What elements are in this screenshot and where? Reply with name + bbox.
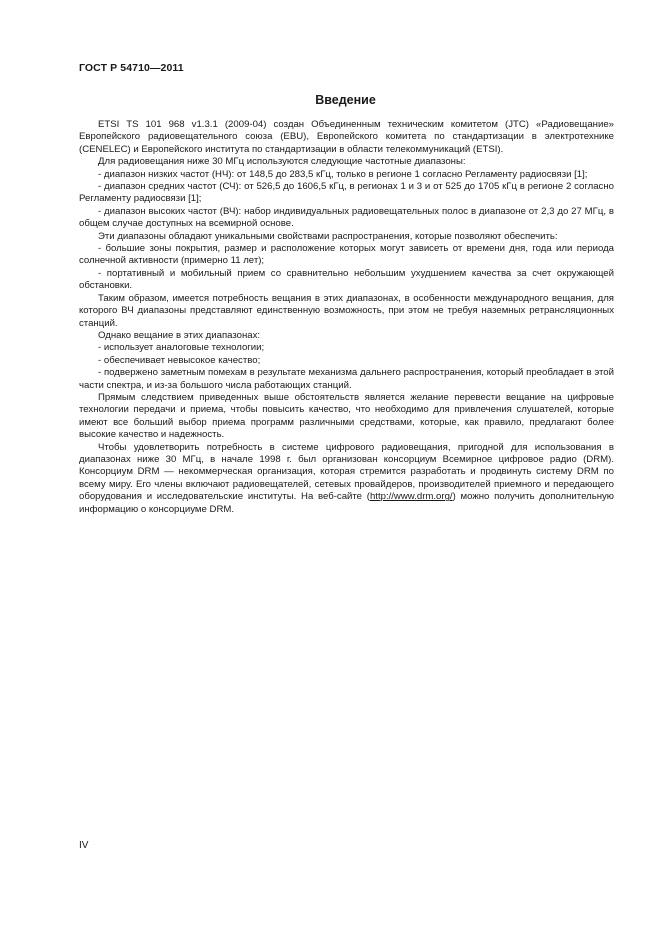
- drm-website-link[interactable]: http://www.drm.org/: [369, 491, 453, 503]
- paragraph-text: Чтобы удовлетворить потребность в системе цифрового радиовещания, пригодной для использования в диапазонах ниже 30 МГц, в начале 1998 г. был организован консорциум Всемирное цифровое радио (DRM). Консорциум DRM — некоммерческая организация, которая стремится разработать и продвинуть систему DRM по всему миру. Его члены включают радиовещателей, сетевых провайдеров, производителей приемного и передающего оборудования и исследовательские институты. На веб-сайте (: [79, 441, 614, 503]
- list-item: - обеспечивает невысокое качество;: [98, 354, 261, 366]
- list-item: - большие зоны покрытия, размер и расположение которых могут зависеть от времени дня, года или периода солнечной активности (примерно 11 лет);: [79, 243, 614, 267]
- section-title: [0, 93, 661, 107]
- paragraph: Эти диапазоны обладают уникальными свойствами распространения, которые позволяют обеспечить:: [98, 230, 558, 242]
- document-header: ГОСТ Р 54710—2011: [79, 62, 184, 74]
- paragraph-text: ) можно получить дополнительную информацию о консорциуме DRM.: [79, 491, 614, 515]
- paragraph: ETSI TS 101 968 v1.3.1 (2009-04) создан Объединенным техническим комитетом (JTC) «Радиовещание» Европейского радиовещательного союза (EBU), Европейского комитета по стандартизации в электротехнике (CENELEC) и Европейского института по стандартизации в области телекоммуникаций (ETSI).: [79, 119, 614, 155]
- introduction-body: [79, 119, 614, 516]
- list-item: - подвержено заметным помехам в результате механизма дальнего распространения, который преобладает в этой части спектра, и из-за большого числа работающих станций.: [79, 367, 614, 391]
- paragraph: Для радиовещания ниже 30 МГц используются следующие частотные диапазоны:: [98, 156, 466, 168]
- list-item: - портативный и мобильный прием со сравнительно небольшим ухудшением качества за счет окружающей обстановки.: [79, 267, 614, 292]
- list-item: - диапазон средних частот (СЧ): от 526,5 до 1606,5 кГц, в регионах 1 и 3 и от 525 до 1705 кГц в регионе 2 согласно Регламенту радиосвязи [1];: [79, 181, 614, 205]
- paragraph: Прямым следствием приведенных выше обстоятельств является желание перевести вещание на цифровые технологии передачи и приема, чтобы повысить качество, что необходимо для привлечения слушателей, которые имеют все больший выбор приема программ различными средствами, которые, как правило, предлагают более высокие качество и надежность.: [79, 391, 614, 441]
- page-number: IV: [79, 840, 89, 851]
- paragraph-drm: [79, 442, 614, 516]
- paragraph: Таким образом, имеется потребность вещания в этих диапазонах, в особенности международного вещания, для которого ВЧ диапазоны представляют единственную возможность, при этом не требуя наземных ретрансляционных станций.: [79, 292, 614, 329]
- list-item: - диапазон высоких частот (ВЧ): набор индивидуальных радиовещательных полос в диапазоне от 2,3 до 27 МГц, в общем случае доступных на всемирной основе.: [79, 205, 614, 230]
- list-item: - использует аналоговые технологии;: [98, 342, 265, 354]
- section-title-text: Введение: [315, 93, 376, 107]
- list-item: - диапазон низких частот (НЧ): от 148,5 до 283,5 кГц, только в регионе 1 согласно Регламенту радиосвязи [1];: [98, 168, 588, 180]
- paragraph: Однако вещание в этих диапазонах:: [98, 329, 261, 341]
